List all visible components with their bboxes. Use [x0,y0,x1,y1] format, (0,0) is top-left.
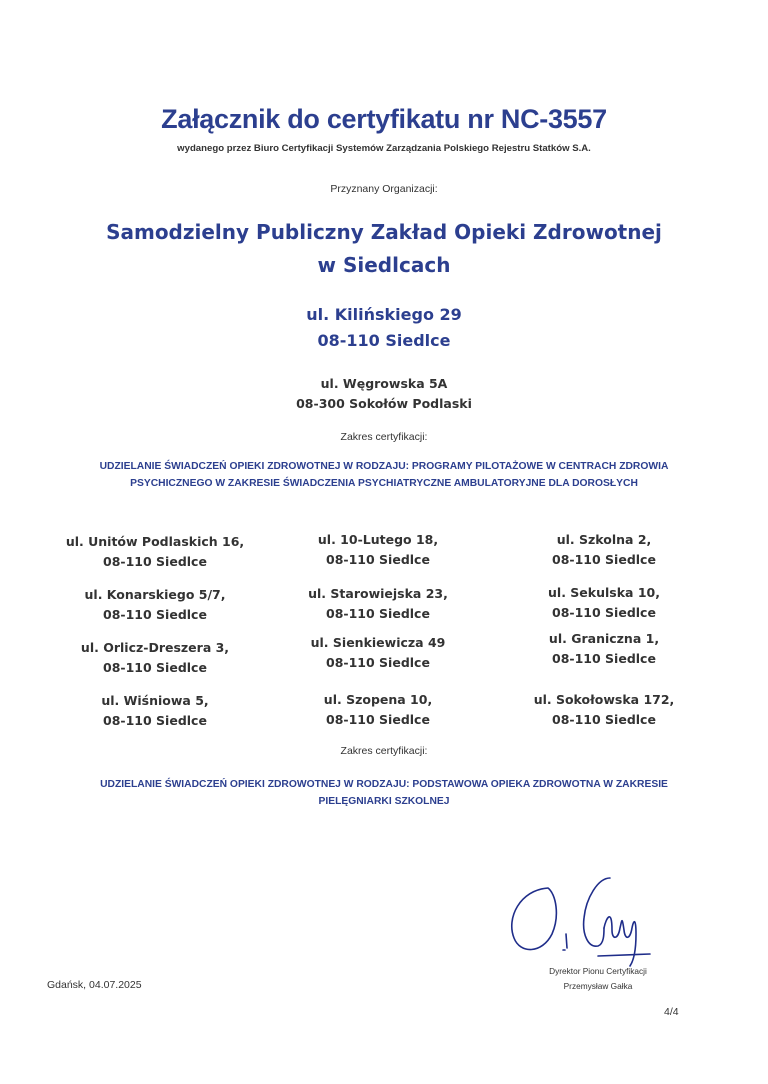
document-title: Załącznik do certyfikatu nr NC-3557 [161,104,607,134]
location-street: ul. Sokołowska 172, [533,692,675,707]
location-city: 08-110 Siedlce [103,554,207,569]
main-address-street: ul. Kilińskiego 29 [306,305,462,324]
secondary-address [0,374,768,414]
location-item [263,530,493,570]
signer-name: Przemysław Gałka [563,981,633,991]
scope-label-2: Zakres certyfikacji: [340,745,428,757]
secondary-address-city: 08-300 Sokołów Podlaski [296,396,472,411]
main-address [0,302,768,354]
scope-2 [0,776,768,810]
location-item [489,530,719,570]
scope-label-1: Zakres certyfikacji: [340,431,428,443]
organization-name-line2: w Siedlcach [317,253,451,277]
location-street: ul. Sienkiewicza 49 [310,635,446,650]
signer-block [540,964,656,994]
location-item [263,584,493,624]
document-subtitle: wydanego przez Biuro Certyfikacji Systemów Zarządzania Polskiego Rejestru Statków S.A. [177,143,591,154]
location-city: 08-110 Siedlce [103,660,207,675]
location-street: ul. Konarskiego 5/7, [84,587,226,602]
location-city: 08-110 Siedlce [326,712,430,727]
scope-1-line2: PSYCHICZNEGO W ZAKRESIE ŚWIADCZENIA PSYCHIATRYCZNE AMBULATORYJNE DLA DOROSŁYCH [130,478,638,489]
location-city: 08-110 Siedlce [326,655,430,670]
location-street: ul. Szopena 10, [323,692,433,707]
location-street: ul. Szkolna 2, [556,532,652,547]
organization-name-line1: Samodzielny Publiczny Zakład Opieki Zdrowotnej [106,220,662,244]
location-city: 08-110 Siedlce [552,712,656,727]
location-street: ul. Starowiejska 23, [308,586,448,601]
location-street: ul. Graniczna 1, [548,631,660,646]
location-item [263,633,493,673]
location-item [489,583,719,623]
main-address-city: 08-110 Siedlce [317,331,451,350]
scope-1 [0,458,768,492]
secondary-address-street: ul. Węgrowska 5A [320,376,448,391]
location-street: ul. Wiśniowa 5, [101,693,209,708]
location-item [489,690,719,730]
organization-name [0,216,768,282]
signer-title: Dyrektor Pionu Certyfikacji [549,966,647,976]
page-number: 4/4 [664,1006,679,1018]
location-city: 08-110 Siedlce [326,552,430,567]
signature-image [500,868,670,968]
location-item [489,629,719,669]
scope-2-line2: PIELĘGNIARKI SZKOLNEJ [318,796,450,807]
place-date: Gdańsk, 04.07.2025 [47,979,142,991]
location-city: 08-110 Siedlce [552,552,656,567]
location-street: ul. Sekulska 10, [548,585,660,600]
location-street: ul. Orlicz-Dreszera 3, [80,640,230,655]
scope-1-line1: UDZIELANIE ŚWIADCZEŃ OPIEKI ZDROWOTNEJ W RODZAJU: PROGRAMY PILOTAŻOWE W CENTRACH ZDROWIA [99,461,669,472]
location-item [40,585,270,625]
location-city: 08-110 Siedlce [103,607,207,622]
location-item [263,690,493,730]
location-city: 08-110 Siedlce [552,605,656,620]
location-item [40,532,270,572]
location-city: 08-110 Siedlce [103,713,207,728]
location-city: 08-110 Siedlce [326,606,430,621]
granted-label: Przyznany Organizacji: [330,183,438,195]
scope-2-line1: UDZIELANIE ŚWIADCZEŃ OPIEKI ZDROWOTNEJ W RODZAJU: PODSTAWOWA OPIEKA ZDROWOTNA W ZAKRESIE [100,779,668,790]
location-city: 08-110 Siedlce [552,651,656,666]
location-item [40,638,270,678]
location-street: ul. Unitów Podlaskich 16, [65,534,245,549]
location-street: ul. 10-Lutego 18, [317,532,439,547]
location-item [40,691,270,731]
